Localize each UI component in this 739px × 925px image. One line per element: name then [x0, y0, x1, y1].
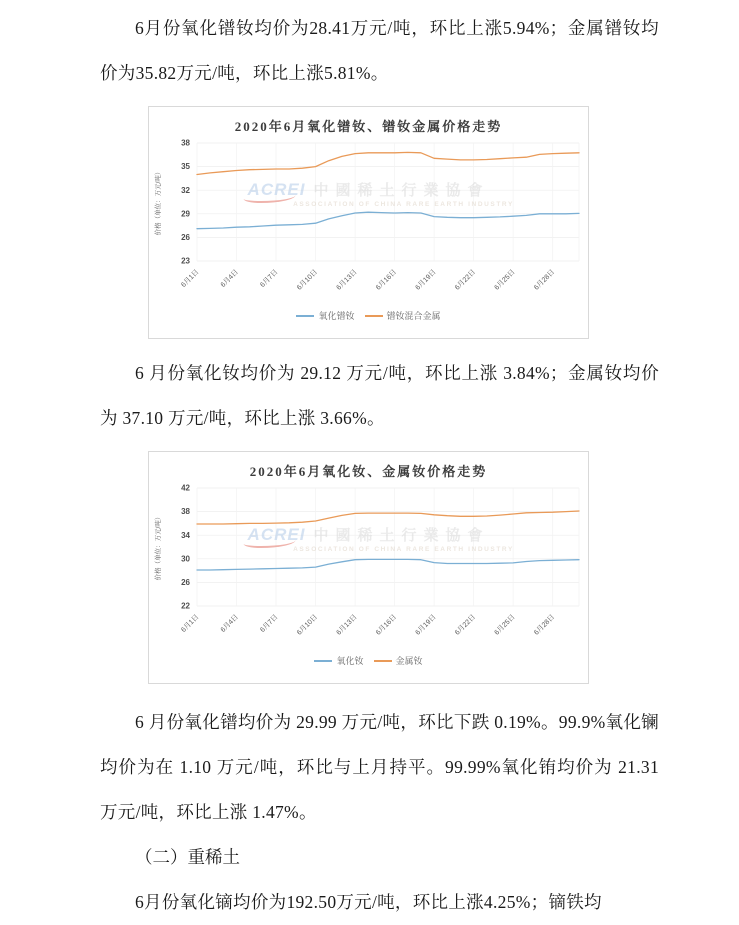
- acrei-logo-text: ACREI: [247, 524, 306, 544]
- svg-text:6月25日: 6月25日: [493, 613, 517, 637]
- legend-item: [374, 654, 423, 667]
- paragraph-dy-oxide-price: 6月份氧化镝均价为192.50万元/吨，环比上涨4.25%；镝铁均: [135, 892, 602, 912]
- line-chart-svg: [149, 137, 588, 313]
- svg-text:6月7日: 6月7日: [259, 268, 280, 289]
- legend-label: 氧化钕: [336, 656, 364, 666]
- svg-text:34: 34: [181, 530, 190, 540]
- watermark-en-text: ASSOCIATION OF CHINA RARE EARTH INDUSTRY: [293, 546, 514, 553]
- svg-text:6月28日: 6月28日: [533, 268, 557, 292]
- svg-text:30: 30: [181, 554, 190, 564]
- chart-nd-price-trend: [148, 451, 589, 684]
- watermark-cn-text: 中國稀土行業協會: [313, 528, 490, 544]
- svg-text:6月28日: 6月28日: [533, 613, 557, 637]
- svg-text:6月13日: 6月13日: [335, 613, 359, 637]
- watermark-en-text: ASSOCIATION OF CHINA RARE EARTH INDUSTRY: [293, 201, 514, 208]
- paragraph-prnd-oxide-price: 6月份氧化镨钕均价为28.41万元/吨，环比上涨5.94%；金属镨钕均价为35.82万元/吨，环比上涨5.81%。: [100, 18, 659, 83]
- svg-text:6月25日: 6月25日: [493, 268, 517, 292]
- watermark-cn-text: 中國稀土行業協會: [313, 183, 490, 199]
- legend-line-swatch: [365, 315, 383, 317]
- svg-text:6月16日: 6月16日: [375, 613, 399, 637]
- svg-text:42: 42: [181, 483, 190, 493]
- svg-text:35: 35: [181, 162, 190, 172]
- svg-text:6月4日: 6月4日: [219, 613, 241, 634]
- svg-text:22: 22: [181, 601, 190, 611]
- legend-item: [365, 309, 441, 322]
- legend-line-swatch: [374, 660, 392, 662]
- svg-text:6月22日: 6月22日: [454, 268, 478, 292]
- svg-text:26: 26: [181, 233, 190, 242]
- svg-text:6月19日: 6月19日: [414, 268, 438, 292]
- legend-line-swatch: [314, 660, 332, 662]
- chart-title: 2020年6月氧化钕、金属钕价格走势: [249, 464, 488, 479]
- section-heading-heavy-rare-earth: （二）重稀土: [135, 847, 240, 867]
- svg-text:6月22日: 6月22日: [454, 613, 478, 637]
- svg-text:26: 26: [181, 578, 190, 587]
- svg-text:32: 32: [181, 185, 190, 195]
- legend-line-swatch: [296, 315, 314, 317]
- svg-text:6月16日: 6月16日: [375, 268, 399, 292]
- legend-label: 金属钕: [395, 656, 423, 666]
- chart-legend: [149, 309, 588, 322]
- legend-label: 镨钕混合金属: [386, 311, 441, 321]
- svg-text:6月1日: 6月1日: [180, 268, 201, 289]
- svg-text:6月13日: 6月13日: [335, 268, 359, 292]
- chart-legend: [149, 654, 588, 667]
- chart-prnd-price-trend: [148, 106, 589, 339]
- legend-label: 氧化镨钕: [318, 311, 355, 321]
- svg-text:价格（单位：万元/吨）: 价格（单位：万元/吨）: [155, 513, 162, 581]
- svg-text:29: 29: [181, 209, 190, 219]
- acrei-logo-text: ACREI: [247, 179, 306, 199]
- legend-item: [296, 309, 354, 322]
- svg-text:6月4日: 6月4日: [219, 268, 241, 289]
- svg-text:价格（单位：万元/吨）: 价格（单位：万元/吨）: [155, 168, 162, 236]
- svg-text:38: 38: [181, 138, 190, 148]
- svg-text:38: 38: [181, 507, 190, 517]
- line-chart-svg: [149, 482, 588, 658]
- svg-text:6月1日: 6月1日: [180, 613, 201, 634]
- svg-text:6月10日: 6月10日: [296, 613, 320, 637]
- legend-item: [314, 654, 363, 667]
- paragraph-nd-oxide-price: 6 月份氧化钕均价为 29.12 万元/吨，环比上涨 3.84%；金属钕均价为 37.10 万元/吨，环比上涨 3.66%。: [100, 363, 659, 428]
- chart-title: 2020年6月氧化镨钕、镨钕金属价格走势: [234, 119, 503, 134]
- svg-text:23: 23: [181, 256, 190, 266]
- paragraph-pr-la-eu-oxide-price: 6 月份氧化镨均价为 29.99 万元/吨，环比下跌 0.19%。99.9%氧化镧均价为在 1.10 万元/吨，环比与上月持平。99.99%氧化铕均价为 21.31 万元/吨，环比上涨 1.47%。: [100, 712, 659, 822]
- svg-text:6月7日: 6月7日: [259, 613, 280, 634]
- svg-text:6月10日: 6月10日: [296, 268, 320, 292]
- svg-text:6月19日: 6月19日: [414, 613, 438, 637]
